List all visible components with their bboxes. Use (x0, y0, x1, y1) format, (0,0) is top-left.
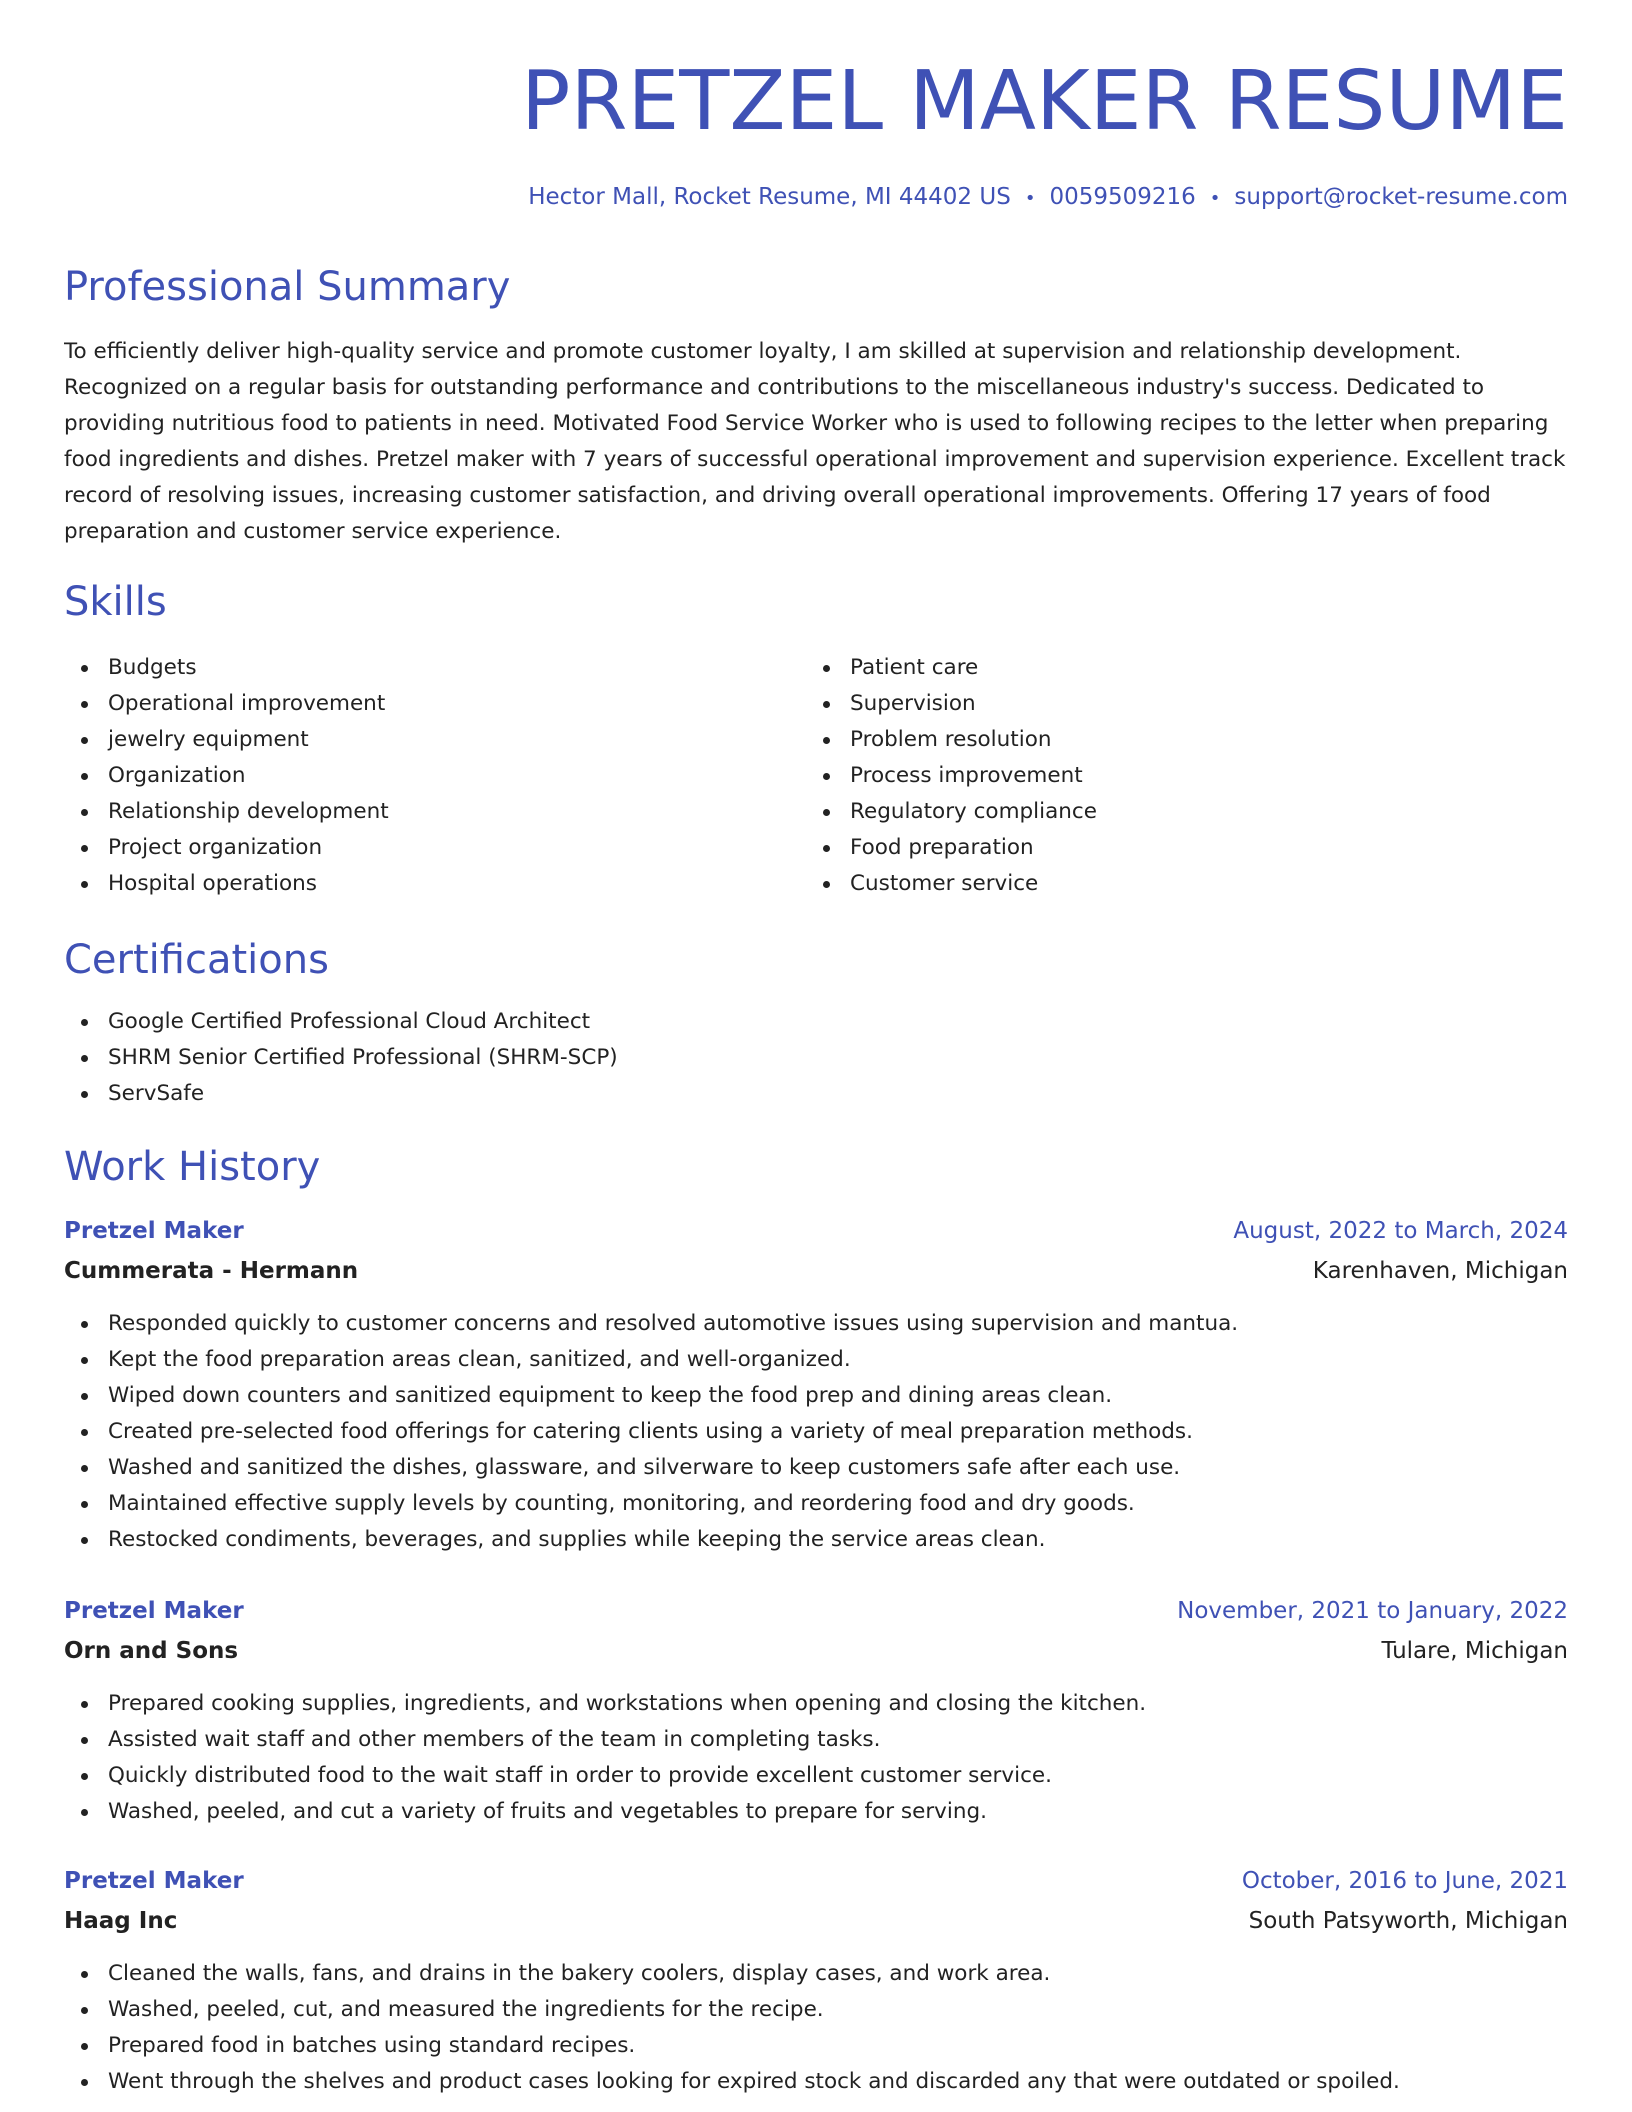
skill-item: Food preparation (806, 830, 1097, 866)
job-title: Pretzel Maker (64, 1868, 244, 1894)
skill-item: Patient care (806, 650, 1097, 686)
job-duty: Assisted wait staff and other members of the team in completing tasks. (64, 1722, 1146, 1758)
skill-item: Problem resolution (806, 722, 1097, 758)
skill-item: Relationship development (64, 794, 389, 830)
certification-item: SHRM Senior Certified Professional (SHRM-SCP) (64, 1040, 618, 1076)
skill-item: Process improvement (806, 758, 1097, 794)
job-dates: October, 2016 to June, 2021 (1241, 1868, 1568, 1894)
skills-list-right (806, 650, 1097, 902)
job-duty: Cleaned the walls, fans, and drains in the bakery coolers, display cases, and work area. (64, 1956, 1400, 1992)
contact-line (528, 180, 1568, 216)
resume-title: PRETZEL MAKER RESUME (521, 54, 1568, 149)
job-duty: Restocked condiments, beverages, and supplies while keeping the service areas clean. (64, 1522, 1238, 1558)
job-duty: Responded quickly to customer concerns and resolved automotive issues using supervision and mantua. (64, 1306, 1238, 1342)
contact-address: Hector Mall, Rocket Resume, MI 44402 US (528, 184, 1011, 210)
certifications-list (64, 1004, 618, 1112)
skill-item: Hospital operations (64, 866, 389, 902)
job-duty: Created pre-selected food offerings for catering clients using a variety of meal preparation methods. (64, 1414, 1238, 1450)
skill-item: Organization (64, 758, 389, 794)
contact-email[interactable]: support@rocket-resume.com (1234, 184, 1568, 210)
certification-item: Google Certified Professional Cloud Architect (64, 1004, 618, 1040)
resume-page (64, 0, 1568, 2112)
job-title: Pretzel Maker (64, 1218, 244, 1244)
contact-separator: • (1024, 188, 1036, 209)
skill-item: Regulatory compliance (806, 794, 1097, 830)
job-duty: Washed, peeled, and cut a variety of fruits and vegetables to prepare for serving. (64, 1794, 1146, 1830)
skills-heading: Skills (64, 579, 167, 625)
job-duties-list (64, 1956, 1400, 2100)
job-duty: Kept the food preparation areas clean, sanitized, and well-organized. (64, 1342, 1238, 1378)
certifications-heading: Certifications (64, 937, 329, 983)
job-company: Orn and Sons (64, 1638, 239, 1664)
job-location: South Patsyworth, Michigan (1248, 1908, 1568, 1934)
job-duty: Washed, peeled, cut, and measured the ingredients for the recipe. (64, 1992, 1400, 2028)
job-duty: Prepared cooking supplies, ingredients, and workstations when opening and closing the kitchen. (64, 1686, 1146, 1722)
job-title: Pretzel Maker (64, 1598, 244, 1624)
summary-heading: Professional Summary (64, 264, 511, 310)
skill-item: Operational improvement (64, 686, 389, 722)
job-location: Tulare, Michigan (1381, 1638, 1568, 1664)
job-duty: Wiped down counters and sanitized equipment to keep the food prep and dining areas clean. (64, 1378, 1238, 1414)
job-location: Karenhaven, Michigan (1312, 1258, 1568, 1284)
job-duty: Quickly distributed food to the wait staff in order to provide excellent customer service. (64, 1758, 1146, 1794)
contact-separator: • (1209, 188, 1221, 209)
contact-phone: 0059509216 (1049, 184, 1196, 210)
skill-item: Project organization (64, 830, 389, 866)
skill-item: Customer service (806, 866, 1097, 902)
skills-list-left (64, 650, 389, 902)
job-duty: Prepared food in batches using standard recipes. (64, 2028, 1400, 2064)
skill-item: Budgets (64, 650, 389, 686)
work-history-heading: Work History (64, 1144, 321, 1190)
job-duties-list (64, 1306, 1238, 1558)
job-company: Cummerata - Hermann (64, 1258, 359, 1284)
skill-item: Supervision (806, 686, 1097, 722)
job-duty: Washed and sanitized the dishes, glassware, and silverware to keep customers safe after each use. (64, 1450, 1238, 1486)
job-dates: August, 2022 to March, 2024 (1233, 1218, 1568, 1244)
job-duties-list (64, 1686, 1146, 1830)
certification-item: ServSafe (64, 1076, 618, 1112)
job-duty: Went through the shelves and product cases looking for expired stock and discarded any that were outdated or spoiled. (64, 2064, 1400, 2100)
job-duty: Maintained effective supply levels by counting, monitoring, and reordering food and dry goods. (64, 1486, 1238, 1522)
summary-text: To efficiently deliver high-quality service and promote customer loyalty, I am skilled at supervision and relationship development. Recognized on a regular basis for outstanding performance and contributions to the miscellaneous industry's success. Dedicated to providing nutritious food to patients in need. Motivated Food Service Worker who is used to following recipes to the letter when preparing food ingredients and dishes. Pretzel maker with 7 years of successful operational improvement and supervision experience. Excellent track record of resolving issues, increasing customer satisfaction, and driving overall operational improvements. Offering 17 years of food preparation and customer service experience. (64, 339, 1566, 544)
job-company: Haag Inc (64, 1908, 178, 1934)
skill-item: jewelry equipment (64, 722, 389, 758)
job-dates: November, 2021 to January, 2022 (1177, 1598, 1568, 1624)
